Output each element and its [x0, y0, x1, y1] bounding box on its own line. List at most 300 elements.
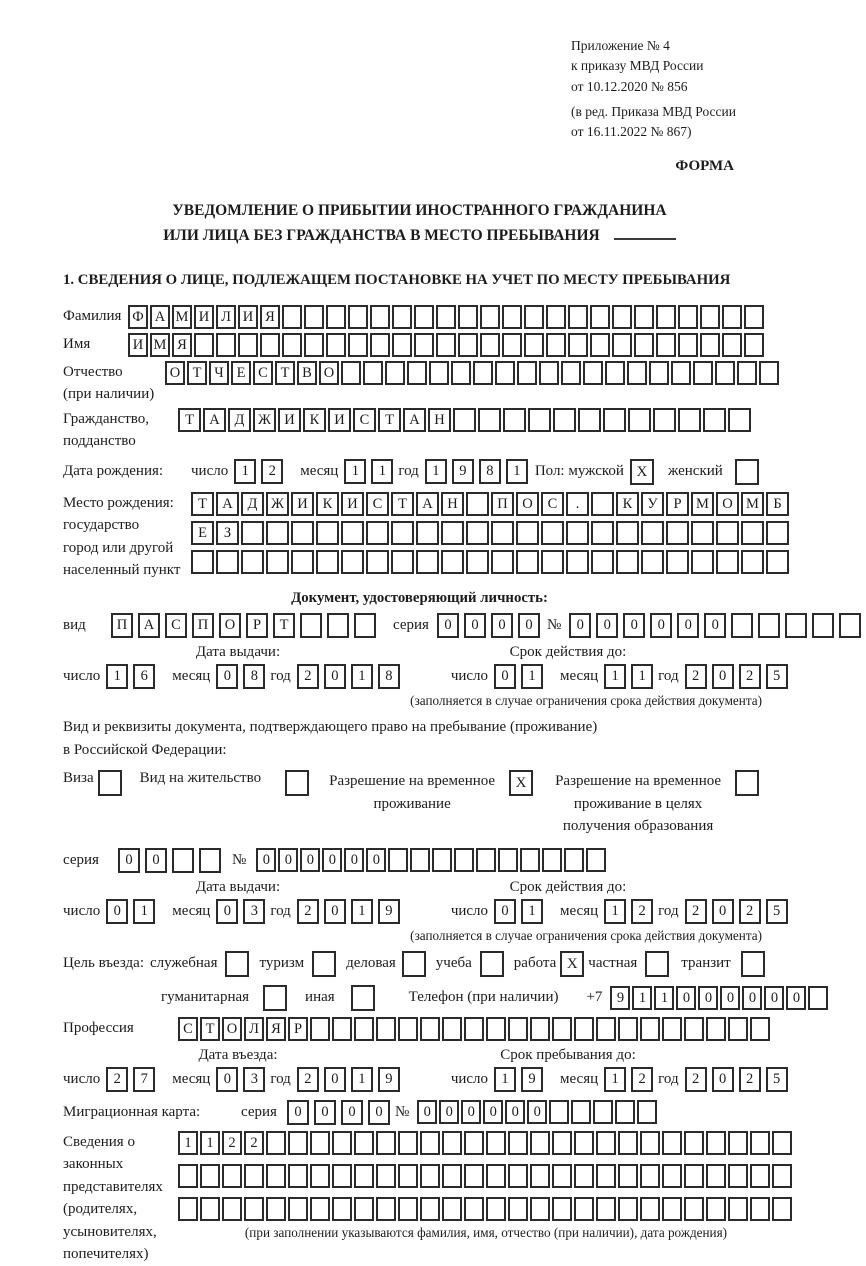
char-cell[interactable] [812, 613, 834, 638]
char-cell[interactable] [700, 305, 720, 329]
char-cell[interactable]: Т [178, 408, 201, 432]
char-cell[interactable] [432, 848, 452, 872]
gender-female-checkbox[interactable] [735, 459, 759, 485]
char-cell[interactable]: И [128, 333, 148, 357]
char-cell[interactable] [706, 1164, 726, 1188]
char-cell[interactable] [332, 1164, 352, 1188]
char-cell[interactable] [552, 1131, 572, 1155]
char-cell[interactable] [640, 1131, 660, 1155]
char-cell[interactable] [266, 550, 289, 574]
char-cell[interactable] [282, 333, 302, 357]
char-cell[interactable] [466, 492, 489, 516]
char-cell[interactable] [591, 550, 614, 574]
char-cell[interactable] [326, 333, 346, 357]
char-cell[interactable] [388, 848, 408, 872]
stay-month-cells[interactable] [604, 1067, 658, 1092]
char-cell[interactable]: 2 [631, 899, 653, 924]
char-cell[interactable]: О [516, 492, 539, 516]
char-cell[interactable]: 2 [631, 1067, 653, 1092]
char-cell[interactable] [637, 1100, 657, 1124]
char-cell[interactable]: 5 [766, 899, 788, 924]
char-cell[interactable] [172, 848, 194, 873]
char-cell[interactable] [354, 1017, 374, 1041]
char-cell[interactable]: 0 [764, 986, 784, 1010]
char-cell[interactable]: 1 [106, 664, 128, 689]
char-cell[interactable]: Т [378, 408, 401, 432]
char-cell[interactable] [391, 521, 414, 545]
char-cell[interactable] [766, 550, 789, 574]
char-cell[interactable] [310, 1164, 330, 1188]
char-cell[interactable]: 0 [216, 1067, 238, 1092]
char-cell[interactable] [392, 305, 412, 329]
char-cell[interactable] [722, 305, 742, 329]
char-cell[interactable] [327, 613, 349, 638]
char-cell[interactable] [728, 408, 751, 432]
char-cell[interactable]: 0 [106, 899, 128, 924]
char-cell[interactable] [578, 408, 601, 432]
char-cell[interactable]: К [303, 408, 326, 432]
char-cell[interactable] [370, 333, 390, 357]
char-cell[interactable] [640, 1017, 660, 1041]
char-cell[interactable] [288, 1164, 308, 1188]
char-cell[interactable]: 0 [569, 613, 591, 638]
char-cell[interactable] [222, 1164, 242, 1188]
char-cell[interactable] [407, 361, 427, 385]
char-cell[interactable] [304, 305, 324, 329]
char-cell[interactable] [442, 1197, 462, 1221]
char-cell[interactable] [766, 521, 789, 545]
char-cell[interactable] [436, 305, 456, 329]
migration-number-cells[interactable] [417, 1100, 659, 1124]
char-cell[interactable] [662, 1131, 682, 1155]
char-cell[interactable]: 1 [604, 664, 626, 689]
char-cell[interactable] [691, 521, 714, 545]
edu-permit-checkbox[interactable] [735, 770, 759, 796]
char-cell[interactable] [178, 1164, 198, 1188]
char-cell[interactable]: 0 [341, 1100, 363, 1125]
visa-checkbox[interactable] [98, 770, 122, 796]
birth-month-cells[interactable] [344, 459, 398, 484]
char-cell[interactable] [728, 1197, 748, 1221]
char-cell[interactable] [266, 1197, 286, 1221]
char-cell[interactable] [436, 333, 456, 357]
char-cell[interactable]: 8 [479, 459, 501, 484]
legal-reps-cells-row3[interactable] [178, 1197, 794, 1221]
purpose-tourism-checkbox[interactable] [312, 951, 336, 977]
issue-month-cells[interactable] [216, 899, 270, 924]
char-cell[interactable]: 0 [712, 664, 734, 689]
entry-day-cells[interactable] [106, 1067, 160, 1092]
char-cell[interactable] [420, 1017, 440, 1041]
char-cell[interactable] [524, 333, 544, 357]
char-cell[interactable] [662, 1017, 682, 1041]
char-cell[interactable] [566, 521, 589, 545]
char-cell[interactable]: 0 [344, 848, 364, 872]
char-cell[interactable]: 0 [677, 613, 699, 638]
char-cell[interactable]: 0 [494, 899, 516, 924]
char-cell[interactable] [684, 1017, 704, 1041]
char-cell[interactable] [363, 361, 383, 385]
char-cell[interactable] [326, 305, 346, 329]
char-cell[interactable]: 0 [324, 664, 346, 689]
char-cell[interactable] [640, 1164, 660, 1188]
char-cell[interactable] [291, 521, 314, 545]
char-cell[interactable] [486, 1164, 506, 1188]
char-cell[interactable]: И [238, 305, 258, 329]
birth-place-cells-row3[interactable] [191, 550, 791, 574]
char-cell[interactable]: Ж [253, 408, 276, 432]
char-cell[interactable] [392, 333, 412, 357]
char-cell[interactable] [561, 361, 581, 385]
char-cell[interactable] [451, 361, 471, 385]
char-cell[interactable] [503, 408, 526, 432]
char-cell[interactable] [759, 361, 779, 385]
char-cell[interactable] [341, 361, 361, 385]
char-cell[interactable] [517, 361, 537, 385]
char-cell[interactable]: М [150, 333, 170, 357]
issue-day-cells[interactable] [106, 664, 160, 689]
char-cell[interactable]: 1 [632, 986, 652, 1010]
char-cell[interactable] [495, 361, 515, 385]
char-cell[interactable]: Л [244, 1017, 264, 1041]
char-cell[interactable] [473, 361, 493, 385]
char-cell[interactable]: 0 [494, 664, 516, 689]
char-cell[interactable] [491, 550, 514, 574]
char-cell[interactable]: М [691, 492, 714, 516]
char-cell[interactable]: С [178, 1017, 198, 1041]
char-cell[interactable] [605, 361, 625, 385]
char-cell[interactable] [486, 1197, 506, 1221]
char-cell[interactable]: 3 [243, 1067, 265, 1092]
char-cell[interactable]: 0 [464, 613, 486, 638]
stay-year-cells[interactable] [685, 1067, 793, 1092]
issue-day-cells[interactable] [106, 899, 160, 924]
char-cell[interactable]: О [165, 361, 185, 385]
char-cell[interactable] [553, 408, 576, 432]
char-cell[interactable] [684, 1164, 704, 1188]
valid-day-cells[interactable] [494, 664, 548, 689]
char-cell[interactable]: 1 [133, 899, 155, 924]
char-cell[interactable] [366, 550, 389, 574]
char-cell[interactable]: 1 [344, 459, 366, 484]
char-cell[interactable] [376, 1017, 396, 1041]
char-cell[interactable]: 0 [527, 1100, 547, 1124]
purpose-other-checkbox[interactable] [351, 985, 375, 1011]
char-cell[interactable] [715, 361, 735, 385]
issue-year-cells[interactable] [297, 664, 405, 689]
char-cell[interactable]: Р [666, 492, 689, 516]
char-cell[interactable] [549, 1100, 569, 1124]
char-cell[interactable] [706, 1017, 726, 1041]
char-cell[interactable] [750, 1131, 770, 1155]
char-cell[interactable] [199, 848, 221, 873]
char-cell[interactable] [616, 550, 639, 574]
char-cell[interactable] [454, 848, 474, 872]
char-cell[interactable]: Я [260, 305, 280, 329]
char-cell[interactable] [398, 1164, 418, 1188]
char-cell[interactable] [376, 1197, 396, 1221]
char-cell[interactable]: 2 [685, 664, 707, 689]
char-cell[interactable] [716, 521, 739, 545]
char-cell[interactable]: О [219, 613, 241, 638]
char-cell[interactable] [593, 1100, 613, 1124]
char-cell[interactable] [200, 1164, 220, 1188]
doc-number-cells[interactable] [569, 613, 866, 638]
char-cell[interactable] [596, 1017, 616, 1041]
char-cell[interactable]: . [566, 492, 589, 516]
char-cell[interactable]: 1 [654, 986, 674, 1010]
char-cell[interactable] [541, 550, 564, 574]
char-cell[interactable] [416, 550, 439, 574]
char-cell[interactable]: Я [266, 1017, 286, 1041]
char-cell[interactable] [376, 1131, 396, 1155]
char-cell[interactable]: 0 [786, 986, 806, 1010]
char-cell[interactable]: М [741, 492, 764, 516]
char-cell[interactable]: О [319, 361, 339, 385]
doc-series-cells[interactable] [437, 613, 545, 638]
char-cell[interactable]: 1 [351, 899, 373, 924]
char-cell[interactable]: 8 [378, 664, 400, 689]
char-cell[interactable] [244, 1164, 264, 1188]
char-cell[interactable]: Л [216, 305, 236, 329]
char-cell[interactable]: 0 [216, 664, 238, 689]
char-cell[interactable]: 9 [378, 899, 400, 924]
char-cell[interactable] [291, 550, 314, 574]
char-cell[interactable]: 8 [243, 664, 265, 689]
char-cell[interactable] [414, 305, 434, 329]
char-cell[interactable]: Т [187, 361, 207, 385]
char-cell[interactable] [385, 361, 405, 385]
char-cell[interactable]: О [222, 1017, 242, 1041]
patronymic-cells[interactable] [165, 361, 781, 385]
valid-day-cells[interactable] [494, 899, 548, 924]
char-cell[interactable]: Н [428, 408, 451, 432]
char-cell[interactable]: Д [228, 408, 251, 432]
char-cell[interactable]: 1 [200, 1131, 220, 1155]
char-cell[interactable] [627, 361, 647, 385]
char-cell[interactable] [546, 333, 566, 357]
char-cell[interactable]: 2 [685, 1067, 707, 1092]
char-cell[interactable] [354, 1131, 374, 1155]
char-cell[interactable] [398, 1131, 418, 1155]
char-cell[interactable]: 2 [297, 899, 319, 924]
char-cell[interactable] [662, 1197, 682, 1221]
char-cell[interactable] [539, 361, 559, 385]
char-cell[interactable] [410, 848, 430, 872]
char-cell[interactable]: 1 [234, 459, 256, 484]
char-cell[interactable]: Т [273, 613, 295, 638]
char-cell[interactable]: П [111, 613, 133, 638]
char-cell[interactable] [486, 1131, 506, 1155]
char-cell[interactable]: 0 [505, 1100, 525, 1124]
char-cell[interactable] [574, 1164, 594, 1188]
char-cell[interactable] [615, 1100, 635, 1124]
char-cell[interactable]: 0 [623, 613, 645, 638]
char-cell[interactable] [530, 1164, 550, 1188]
char-cell[interactable] [649, 361, 669, 385]
legal-reps-cells-row2[interactable] [178, 1164, 794, 1188]
char-cell[interactable] [370, 305, 390, 329]
char-cell[interactable] [524, 305, 544, 329]
char-cell[interactable]: 0 [518, 613, 540, 638]
char-cell[interactable] [441, 521, 464, 545]
char-cell[interactable] [618, 1017, 638, 1041]
issue-month-cells[interactable] [216, 664, 270, 689]
char-cell[interactable] [464, 1131, 484, 1155]
char-cell[interactable]: И [291, 492, 314, 516]
char-cell[interactable]: 1 [494, 1067, 516, 1092]
purpose-study-checkbox[interactable] [480, 951, 504, 977]
char-cell[interactable] [398, 1017, 418, 1041]
purpose-business-checkbox[interactable] [402, 951, 426, 977]
char-cell[interactable] [552, 1017, 572, 1041]
char-cell[interactable]: 0 [437, 613, 459, 638]
char-cell[interactable]: И [278, 408, 301, 432]
char-cell[interactable]: 2 [222, 1131, 242, 1155]
char-cell[interactable]: У [641, 492, 664, 516]
char-cell[interactable]: К [616, 492, 639, 516]
char-cell[interactable]: А [138, 613, 160, 638]
char-cell[interactable]: 0 [461, 1100, 481, 1124]
char-cell[interactable] [530, 1017, 550, 1041]
char-cell[interactable] [288, 1197, 308, 1221]
char-cell[interactable] [508, 1164, 528, 1188]
char-cell[interactable]: 0 [676, 986, 696, 1010]
char-cell[interactable] [282, 305, 302, 329]
char-cell[interactable]: А [403, 408, 426, 432]
char-cell[interactable] [728, 1131, 748, 1155]
char-cell[interactable]: А [203, 408, 226, 432]
char-cell[interactable] [441, 550, 464, 574]
valid-year-cells[interactable] [685, 899, 793, 924]
char-cell[interactable] [706, 1131, 726, 1155]
char-cell[interactable] [564, 848, 584, 872]
doc-kind-cells[interactable] [111, 613, 381, 638]
char-cell[interactable]: 9 [452, 459, 474, 484]
char-cell[interactable]: Т [191, 492, 214, 516]
char-cell[interactable] [758, 613, 780, 638]
char-cell[interactable]: К [316, 492, 339, 516]
char-cell[interactable]: 2 [739, 899, 761, 924]
char-cell[interactable] [466, 521, 489, 545]
birth-place-cells-row1[interactable] [191, 492, 791, 516]
char-cell[interactable] [288, 1131, 308, 1155]
char-cell[interactable] [310, 1131, 330, 1155]
char-cell[interactable] [684, 1131, 704, 1155]
char-cell[interactable] [354, 1164, 374, 1188]
char-cell[interactable]: 0 [417, 1100, 437, 1124]
char-cell[interactable] [678, 305, 698, 329]
char-cell[interactable]: 0 [278, 848, 298, 872]
char-cell[interactable] [464, 1197, 484, 1221]
entry-year-cells[interactable] [297, 1067, 405, 1092]
char-cell[interactable] [591, 492, 614, 516]
char-cell[interactable]: 1 [604, 899, 626, 924]
char-cell[interactable]: П [192, 613, 214, 638]
char-cell[interactable] [568, 305, 588, 329]
char-cell[interactable]: 0 [287, 1100, 309, 1125]
char-cell[interactable]: А [150, 305, 170, 329]
char-cell[interactable] [618, 1131, 638, 1155]
char-cell[interactable]: 2 [685, 899, 707, 924]
char-cell[interactable]: Я [172, 333, 192, 357]
char-cell[interactable]: 1 [521, 899, 543, 924]
char-cell[interactable]: 0 [704, 613, 726, 638]
char-cell[interactable] [341, 521, 364, 545]
char-cell[interactable] [464, 1164, 484, 1188]
char-cell[interactable] [516, 521, 539, 545]
char-cell[interactable] [568, 333, 588, 357]
char-cell[interactable] [316, 550, 339, 574]
char-cell[interactable] [603, 408, 626, 432]
char-cell[interactable] [310, 1197, 330, 1221]
char-cell[interactable] [590, 333, 610, 357]
char-cell[interactable]: 9 [378, 1067, 400, 1092]
char-cell[interactable] [542, 848, 562, 872]
issue-year-cells[interactable] [297, 899, 405, 924]
char-cell[interactable]: 1 [506, 459, 528, 484]
char-cell[interactable] [641, 550, 664, 574]
char-cell[interactable] [480, 305, 500, 329]
char-cell[interactable] [530, 1197, 550, 1221]
char-cell[interactable] [684, 1197, 704, 1221]
char-cell[interactable] [716, 550, 739, 574]
char-cell[interactable] [420, 1164, 440, 1188]
char-cell[interactable]: 3 [243, 899, 265, 924]
char-cell[interactable] [552, 1164, 572, 1188]
char-cell[interactable] [634, 333, 654, 357]
char-cell[interactable] [591, 521, 614, 545]
char-cell[interactable]: 5 [766, 1067, 788, 1092]
char-cell[interactable]: 0 [491, 613, 513, 638]
char-cell[interactable] [722, 333, 742, 357]
citizenship-cells[interactable] [178, 408, 753, 432]
char-cell[interactable]: Д [241, 492, 264, 516]
char-cell[interactable]: Т [200, 1017, 220, 1041]
char-cell[interactable] [574, 1197, 594, 1221]
char-cell[interactable] [750, 1017, 770, 1041]
char-cell[interactable] [839, 613, 861, 638]
char-cell[interactable] [666, 550, 689, 574]
char-cell[interactable] [590, 305, 610, 329]
phone-cells[interactable] [610, 986, 830, 1010]
char-cell[interactable] [348, 305, 368, 329]
char-cell[interactable]: Е [231, 361, 251, 385]
char-cell[interactable]: С [353, 408, 376, 432]
char-cell[interactable] [546, 305, 566, 329]
char-cell[interactable] [216, 333, 236, 357]
purpose-work-checkbox[interactable]: X [560, 951, 584, 977]
char-cell[interactable] [194, 333, 214, 357]
char-cell[interactable]: И [194, 305, 214, 329]
char-cell[interactable] [478, 408, 501, 432]
char-cell[interactable] [486, 1017, 506, 1041]
char-cell[interactable] [744, 333, 764, 357]
char-cell[interactable]: З [216, 521, 239, 545]
char-cell[interactable] [376, 1164, 396, 1188]
char-cell[interactable]: 0 [216, 899, 238, 924]
char-cell[interactable] [656, 333, 676, 357]
char-cell[interactable] [616, 521, 639, 545]
char-cell[interactable] [520, 848, 540, 872]
char-cell[interactable] [200, 1197, 220, 1221]
char-cell[interactable]: 5 [766, 664, 788, 689]
char-cell[interactable]: 0 [324, 899, 346, 924]
char-cell[interactable]: 0 [483, 1100, 503, 1124]
char-cell[interactable]: 0 [650, 613, 672, 638]
char-cell[interactable] [498, 848, 518, 872]
char-cell[interactable] [476, 848, 496, 872]
